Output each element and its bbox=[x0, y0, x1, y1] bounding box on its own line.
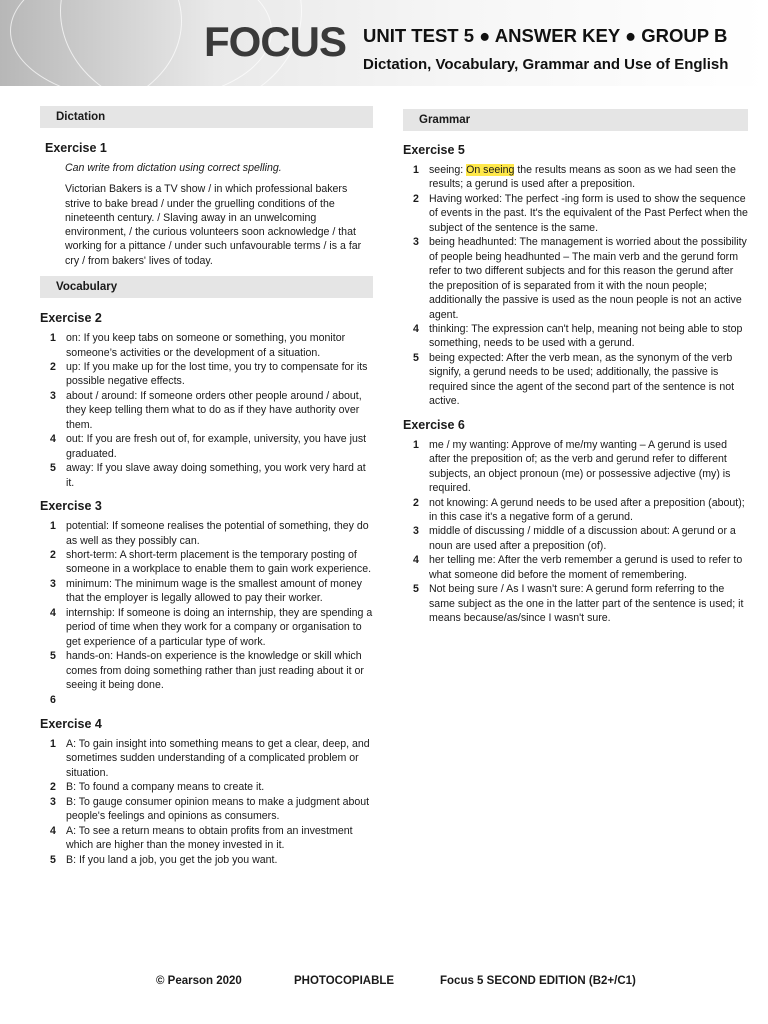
list-item: 3 middle of discussing / middle of a discussion about: A gerund or a noun are used after a preposition (of). bbox=[413, 525, 736, 552]
list-item: 2 not knowing: A gerund needs to be used after a preposition (about); in this case it's a negative form of a gerund. bbox=[413, 496, 745, 523]
list-item: 3 B: To gauge consumer opinion means to make a judgment about people's feelings and opinions as consumers. bbox=[50, 795, 370, 823]
highlighted-text: On seeing bbox=[466, 164, 515, 176]
list-item: 3 minimum: The minimum wage is the smallest amount of money that the employer is legally allowed to pay their worker. bbox=[50, 577, 362, 605]
list-item: 1 on: If you keep tabs on someone or something, you monitor someone’s activities or the development of a situation. bbox=[50, 332, 346, 359]
list-item: 1 A: To gain insight into something means to get a clear, deep, and sometimes sudden understanding of a complicated problem or situation. bbox=[50, 737, 370, 779]
list-item: 5 Not being sure / As I wasn't sure: A gerund form referring to the same subject as the one in the latter part of the sentence is used; it means because/as/since I wasn't sure. bbox=[413, 583, 744, 625]
exercise-1-instruction: Can write from dictation using correct spelling. bbox=[65, 162, 282, 174]
exercise-4-title: Exercise 4 bbox=[40, 716, 102, 731]
exercise-5-list bbox=[403, 163, 748, 409]
list-item: 1 seeing: On seeing the results means as soon as we had seen the results; a gerund is used after a preposition. bbox=[413, 164, 736, 191]
exercise-1-title: Exercise 1 bbox=[45, 141, 107, 155]
list-item: 2 up: If you make up for the lost time, you try to compensate for its possible negative effects. bbox=[50, 360, 368, 388]
list-item: 2 short-term: A short-term placement is the temporary posting of someone in a workplace to enable them to gain work experience. bbox=[50, 548, 372, 576]
right-column bbox=[403, 109, 748, 626]
exercise-3-list bbox=[40, 519, 373, 707]
list-item: 5 away: If you slave away doing something, you work very hard at it. bbox=[50, 462, 366, 489]
exercise-4-list bbox=[40, 737, 373, 867]
list-item: 4 internship: If someone is doing an internship, they are spending a period of time when they work for a company or organisation to get experience of a particular type of work. bbox=[50, 606, 373, 648]
section-header-grammar: Grammar bbox=[403, 109, 748, 131]
list-item: 6 bbox=[50, 693, 56, 706]
list-item: 4 her telling me: After the verb remember a gerund is used to refer to what someone did before the moment of remembering. bbox=[413, 554, 743, 581]
list-item: 5 B: If you land a job, you get the job you want. bbox=[50, 853, 278, 866]
list-item: 5 hands-on: Hands-on experience is the knowledge or skill which comes from doing something rather than just reading about it or seeing it being done. bbox=[50, 650, 364, 692]
list-item: 3 being headhunted: The management is worried about the possibility of people being headhunted – The main verb and the gerund form refer to two different subjects and for this reason the gerund after the preposition of is separated from it with the noun people; additionally the passive is used as the noun people is not an active agent. bbox=[413, 236, 747, 321]
exercise-2-list bbox=[40, 331, 373, 490]
exercise-6-list bbox=[403, 438, 748, 626]
page-header bbox=[0, 0, 768, 86]
focus-logo: FOCUS bbox=[204, 18, 346, 65]
section-header-dictation: Dictation bbox=[40, 106, 373, 128]
list-item: 4 out: If you are fresh out of, for example, university, you have just graduated. bbox=[50, 433, 367, 460]
exercise-6-title: Exercise 6 bbox=[403, 417, 465, 432]
exercise-3-title: Exercise 3 bbox=[40, 499, 102, 514]
exercise-1-text: Victorian Bakers is a TV show / in which professional bakers strive to bake bread / under the gruelling conditions of the nineteenth century. / Slaving away in an unwelcoming environment, / the curious volunteers soon acknowledge / that working for a pittance / under such unfavourable terms / is a far cry / from bakers' lives of today. bbox=[65, 183, 362, 267]
exercise-5-title: Exercise 5 bbox=[403, 143, 465, 157]
list-item: 4 A: To see a return means to obtain profits from an investment which are higher than the money invested in it. bbox=[50, 824, 353, 852]
page-title: UNIT TEST 5 ● ANSWER KEY ● GROUP B bbox=[363, 25, 728, 46]
list-item: 1 me / my wanting: Approve of me/my wanting – A gerund is used after the preposition of; as the verb and gerund refer to different subjects, an object pronoun (me) or possessive adjective (my) is required. bbox=[413, 438, 731, 495]
list-item: 1 potential: If someone realises the potential of something, they do as well as they possibly can. bbox=[50, 520, 369, 547]
list-item: 4 thinking: The expression can't help, meaning not being able to stop something, needs to be used with a gerund. bbox=[413, 322, 743, 350]
page-subtitle: Dictation, Vocabulary, Grammar and Use of English bbox=[363, 56, 729, 73]
list-item: 5 being expected: After the verb mean, as the synonym of the verb signify, a gerund needs to be used; additionally, the passive is required since the agent of the second part of the sentence is not active. bbox=[413, 351, 735, 408]
section-header-vocabulary: Vocabulary bbox=[40, 276, 373, 298]
edition-label: Focus 5 SECOND EDITION (B2+/C1) bbox=[440, 975, 636, 987]
list-item: 2 B: To found a company means to create it. bbox=[50, 781, 265, 794]
list-item: 3 about / around: If someone orders other people around / about, they keep telling them what to do as if they have authority over them. bbox=[50, 389, 362, 431]
copyright: © Pearson 2020 bbox=[156, 975, 242, 987]
exercise-2-title: Exercise 2 bbox=[40, 311, 102, 326]
list-item: 2 Having worked: The perfect -ing form is used to show the sequence of events in the past. It's the equivalent of the Past Perfect when the subject of the sentence is the same. bbox=[413, 192, 748, 234]
photocopiable-label: PHOTOCOPIABLE bbox=[294, 975, 395, 987]
left-column bbox=[40, 106, 373, 867]
